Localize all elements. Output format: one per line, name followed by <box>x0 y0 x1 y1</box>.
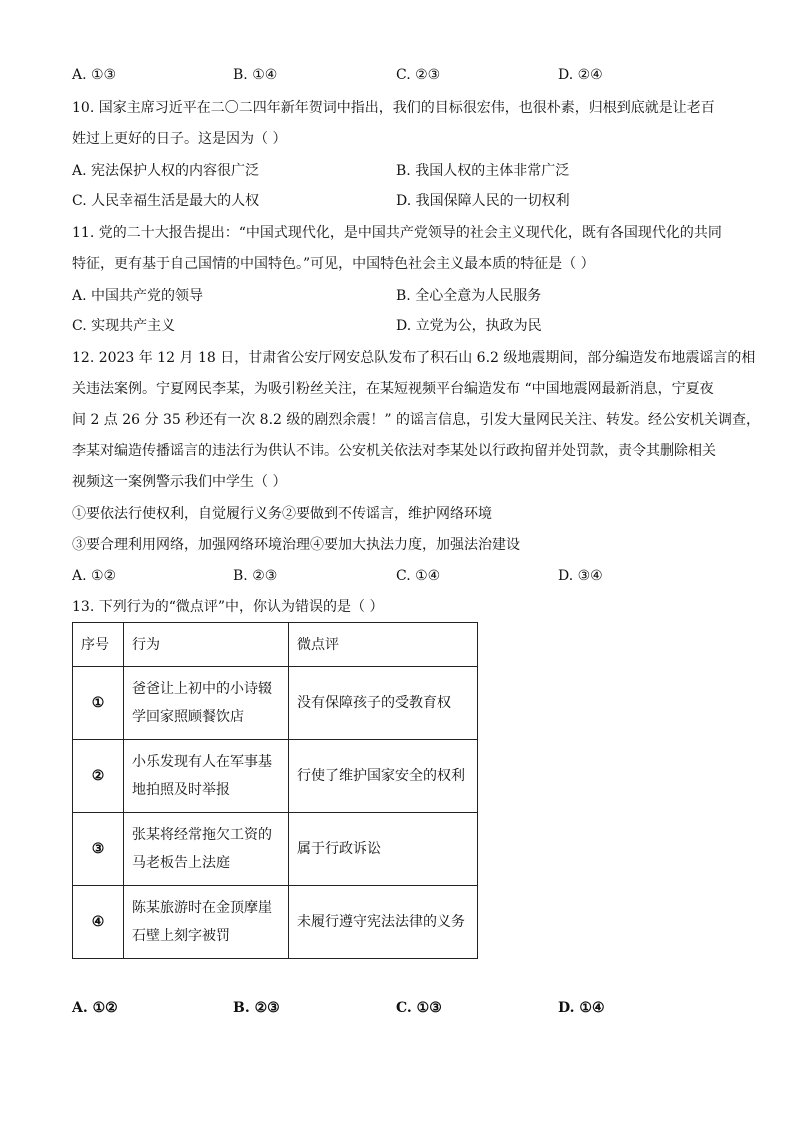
q9-option-d: D. ②④ <box>558 67 603 83</box>
q12-stem-line4: 李某对编造传播谣言的违法行为供认不讳。公安机关依法对李某处以行政拘留并处罚款，责令其删除相关 <box>72 443 716 459</box>
q12-statement-3-4: ③要合理利用网络，加强网络环境治理④要加大执法力度，加强法治建设 <box>72 537 520 553</box>
q11-options-row1 <box>0 286 794 306</box>
q9-option-c: C. ②③ <box>396 67 441 83</box>
q12-option-b: B. ②③ <box>233 568 278 584</box>
q11-stem-line2: 特征，更有基于自己国情的中国特色。”可见，中国特色社会主义最本质的特征是（ ） <box>72 256 595 272</box>
q13-table <box>72 622 478 959</box>
q9-option-b: B. ①④ <box>233 67 278 83</box>
q11-options-row2 <box>0 316 794 336</box>
row-behavior-line1: 张某将经常拖欠工资的 <box>132 827 272 843</box>
q12-options <box>0 566 794 586</box>
q12-stem-line3: 间 2 点 26 分 35 秒还有一次 8.2 级的剧烈余震！” 的谣言信息，引发大量网民关注、转发。经公安机关调查， <box>72 412 761 428</box>
q13-options <box>0 998 794 1018</box>
row-behavior-line2: 学回家照顾餐饮店 <box>132 709 244 725</box>
q10-option-c: C. 人民幸福生活是最大的人权 <box>72 193 260 209</box>
row-number: ② <box>73 740 124 813</box>
table-row <box>73 813 478 886</box>
header-comment: 微点评 <box>289 623 478 667</box>
q11-stem-line1: 11. 党的二十大报告提出：“中国式现代化，是中国共产党领导的社会主义现代化，既有各国现代化的共同 <box>72 225 722 241</box>
q12-stem-line1: 12. 2023 年 12 月 18 日，甘肃省公安厅网安总队发布了积石山 6.2 级地震期间，部分编造发布地震谣言的相 <box>72 350 756 366</box>
table-row <box>73 886 478 959</box>
q12-statement-1-2: ①要依法行使权利，自觉履行义务②要做到不传谣言，维护网络环境 <box>72 506 492 522</box>
q11-option-b: B. 全心全意为人民服务 <box>396 288 542 304</box>
q13-stem: 13. 下列行为的“微点评”中，你认为错误的是（ ） <box>72 599 384 615</box>
q9-options <box>0 65 794 85</box>
row-number: ④ <box>73 886 124 959</box>
header-behavior: 行为 <box>124 623 289 667</box>
q10-option-d: D. 我国保障人民的一切权利 <box>396 193 570 209</box>
row-comment: 属于行政诉讼 <box>289 813 478 886</box>
q11-option-a: A. 中国共产党的领导 <box>72 288 204 304</box>
table-row <box>73 667 478 740</box>
q12-option-a: A. ①② <box>72 568 117 584</box>
row-behavior-line2: 马老板告上法庭 <box>132 855 230 871</box>
q13-option-a: A. ①② <box>72 1000 118 1016</box>
q12-option-d: D. ③④ <box>558 568 603 584</box>
q13-option-b: B. ②③ <box>233 1000 280 1016</box>
row-behavior <box>124 667 289 740</box>
row-behavior-line2: 地拍照及时举报 <box>132 782 230 798</box>
q10-option-b: B. 我国人权的主体非常广泛 <box>396 163 570 179</box>
q12-stem-line5: 视频这一案例警示我们中学生（ ） <box>72 474 287 490</box>
q10-options-row1 <box>0 161 794 181</box>
row-behavior-line1: 陈某旅游时在金顶摩崖 <box>132 900 272 916</box>
row-behavior-line2: 石壁上刻字被罚 <box>132 928 230 944</box>
q10-stem-line1: 10. 国家主席习近平在二〇二四年新年贺词中指出，我们的目标很宏伟，也很朴素，归根到底就是让老百 <box>72 100 715 116</box>
row-behavior-line1: 小乐发现有人在军事基 <box>132 754 272 770</box>
q11-option-c: C. 实现共产主义 <box>72 318 176 334</box>
row-comment: 未履行遵守宪法法律的义务 <box>289 886 478 959</box>
header-number: 序号 <box>73 623 124 667</box>
q9-option-a: A. ①③ <box>72 67 117 83</box>
row-number: ③ <box>73 813 124 886</box>
q10-stem-line2: 姓过上更好的日子。这是因为（ ） <box>72 131 287 147</box>
row-comment: 行使了维护国家安全的权利 <box>289 740 478 813</box>
q13-option-c: C. ①③ <box>396 1000 442 1016</box>
row-behavior <box>124 740 289 813</box>
row-behavior <box>124 886 289 959</box>
row-comment: 没有保障孩子的受教育权 <box>289 667 478 740</box>
table-row <box>73 740 478 813</box>
q10-options-row2 <box>0 191 794 211</box>
q12-stem-line2: 关违法案例。宁夏网民李某，为吸引粉丝关注，在某短视频平台编造发布 “中国地震网最新消息，宁夏夜 <box>72 381 714 397</box>
row-behavior <box>124 813 289 886</box>
q10-option-a: A. 宪法保护人权的内容很广泛 <box>72 163 260 179</box>
table-header-row <box>73 623 478 667</box>
row-behavior-line1: 爸爸让上初中的小诗辍 <box>132 681 272 697</box>
row-number: ① <box>73 667 124 740</box>
q12-option-c: C. ①④ <box>396 568 441 584</box>
q13-option-d: D. ①④ <box>558 1000 605 1016</box>
q11-option-d: D. 立党为公，执政为民 <box>396 318 542 334</box>
